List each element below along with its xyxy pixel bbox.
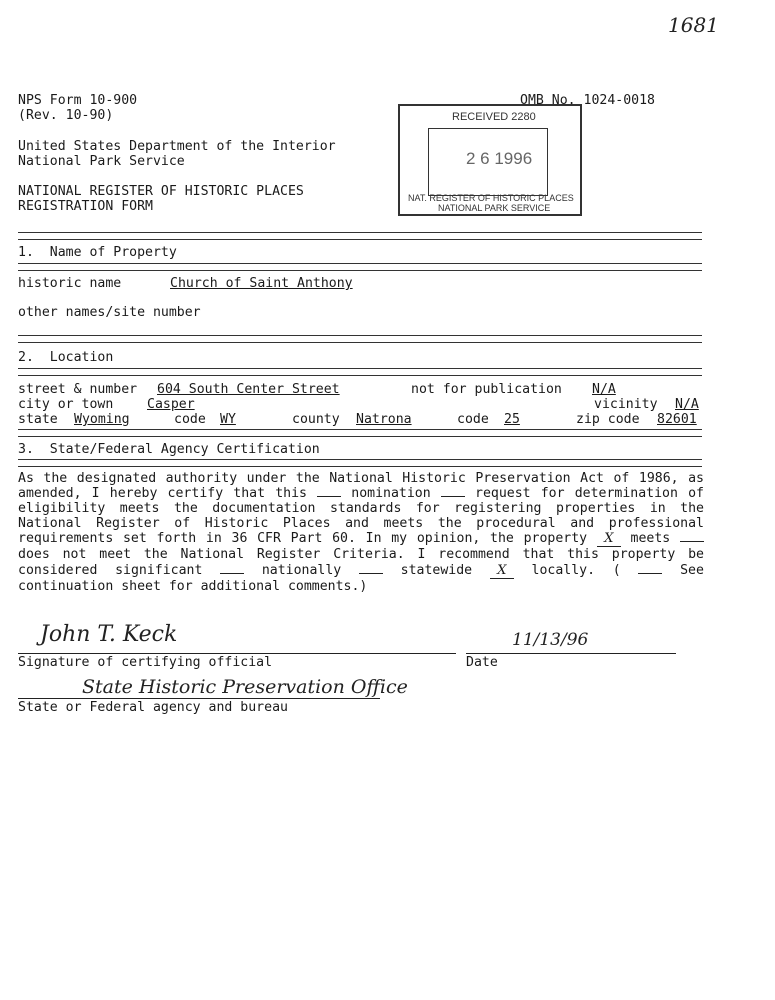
county-value: Natrona (356, 412, 412, 427)
form-number: NPS Form 10-900 (18, 93, 138, 108)
not-for-publication-label: not for publication (411, 382, 562, 397)
official-signature: John T. Keck (40, 622, 178, 647)
service-name: National Park Service (18, 154, 185, 169)
county-code-value: 25 (504, 412, 520, 427)
city-label: city or town (18, 397, 114, 412)
meets-check: X (597, 531, 621, 547)
not-for-publication-value: N/A (592, 382, 616, 397)
section-divider (18, 232, 702, 240)
zip-value: 82601 (657, 412, 697, 427)
date-label: Date (466, 655, 498, 670)
state-code-value: WY (220, 412, 236, 427)
cert-text-6: nationally (261, 562, 342, 578)
register-title: NATIONAL REGISTER OF HISTORIC PLACES (18, 184, 304, 199)
agency-name: State Historic Preservation Office (82, 676, 408, 698)
section-divider (18, 263, 702, 271)
cert-text-3: request for determination of eligibility meets the documentation standards for registering properties in the National Register of Historic Places and meets the procedural and professional requirements set forth in 36 CFR Part 60. In my opinion, the property (18, 486, 704, 547)
blank-significance (220, 573, 244, 574)
cert-text-4: meets (630, 531, 671, 547)
historic-name-value: Church of Saint Anthony (170, 276, 353, 291)
handwritten-page-number: 1681 (668, 13, 719, 37)
stamp-line-2: NATIONAL PARK SERVICE (438, 203, 551, 213)
section-divider (18, 335, 702, 343)
cert-text-2: nomination (351, 486, 431, 502)
state-value: Wyoming (74, 412, 130, 427)
blank-continuation (638, 573, 662, 574)
stamp-received: RECEIVED 2280 (452, 111, 536, 123)
state-label: state (18, 412, 58, 427)
historic-name-label: historic name (18, 276, 122, 291)
locally-check: X (490, 563, 514, 579)
cert-text-5: does not meet the National Register Criteria. I recommend that this property be considered significant (18, 547, 704, 578)
zip-label: zip code (576, 412, 640, 427)
other-names-label: other names/site number (18, 305, 201, 320)
signature-date: 11/13/96 (512, 630, 589, 650)
omb-number: OMB No. 1024-0018 (520, 93, 655, 108)
agency-line (18, 698, 380, 699)
cert-text-1: As the designated authority under the National Historic Preservation Act of 1986, as amended, I hereby certify that this (18, 471, 704, 502)
certification-statement (18, 471, 704, 594)
form-title: REGISTRATION FORM (18, 199, 153, 214)
section-1-heading: 1. Name of Property (18, 245, 177, 260)
vicinity-label: vicinity (594, 397, 658, 412)
date-line (466, 653, 676, 654)
cert-text-9: See continuation sheet for additional comments.) (18, 562, 704, 594)
cert-text-8: locally. ( (531, 562, 621, 578)
section-3-heading: 3. State/Federal Agency Certification (18, 442, 320, 457)
vicinity-value: N/A (675, 397, 699, 412)
signature-line (18, 653, 456, 654)
section-divider (18, 459, 702, 467)
cert-text-7: statewide (400, 562, 473, 578)
county-code-label: code (457, 412, 489, 427)
street-label: street & number (18, 382, 138, 397)
stamp-date: 2 6 1996 (466, 149, 533, 168)
state-code-label: code (174, 412, 206, 427)
blank-does-not-meet (680, 541, 704, 542)
section-divider (18, 368, 702, 376)
county-label: county (292, 412, 340, 427)
blank-nationally (359, 573, 383, 574)
section-2-heading: 2. Location (18, 350, 114, 365)
stamp-line-1: NAT. REGISTER OF HISTORIC PLACES (408, 193, 574, 203)
blank-nomination (317, 496, 341, 497)
form-revision: (Rev. 10-90) (18, 108, 114, 123)
signature-label: Signature of certifying official (18, 655, 273, 670)
street-value: 604 South Center Street (157, 382, 340, 397)
section-divider (18, 429, 702, 437)
city-value: Casper (147, 397, 195, 412)
blank-request (441, 496, 465, 497)
department-name: United States Department of the Interior (18, 139, 336, 154)
agency-label: State or Federal agency and bureau (18, 700, 288, 715)
